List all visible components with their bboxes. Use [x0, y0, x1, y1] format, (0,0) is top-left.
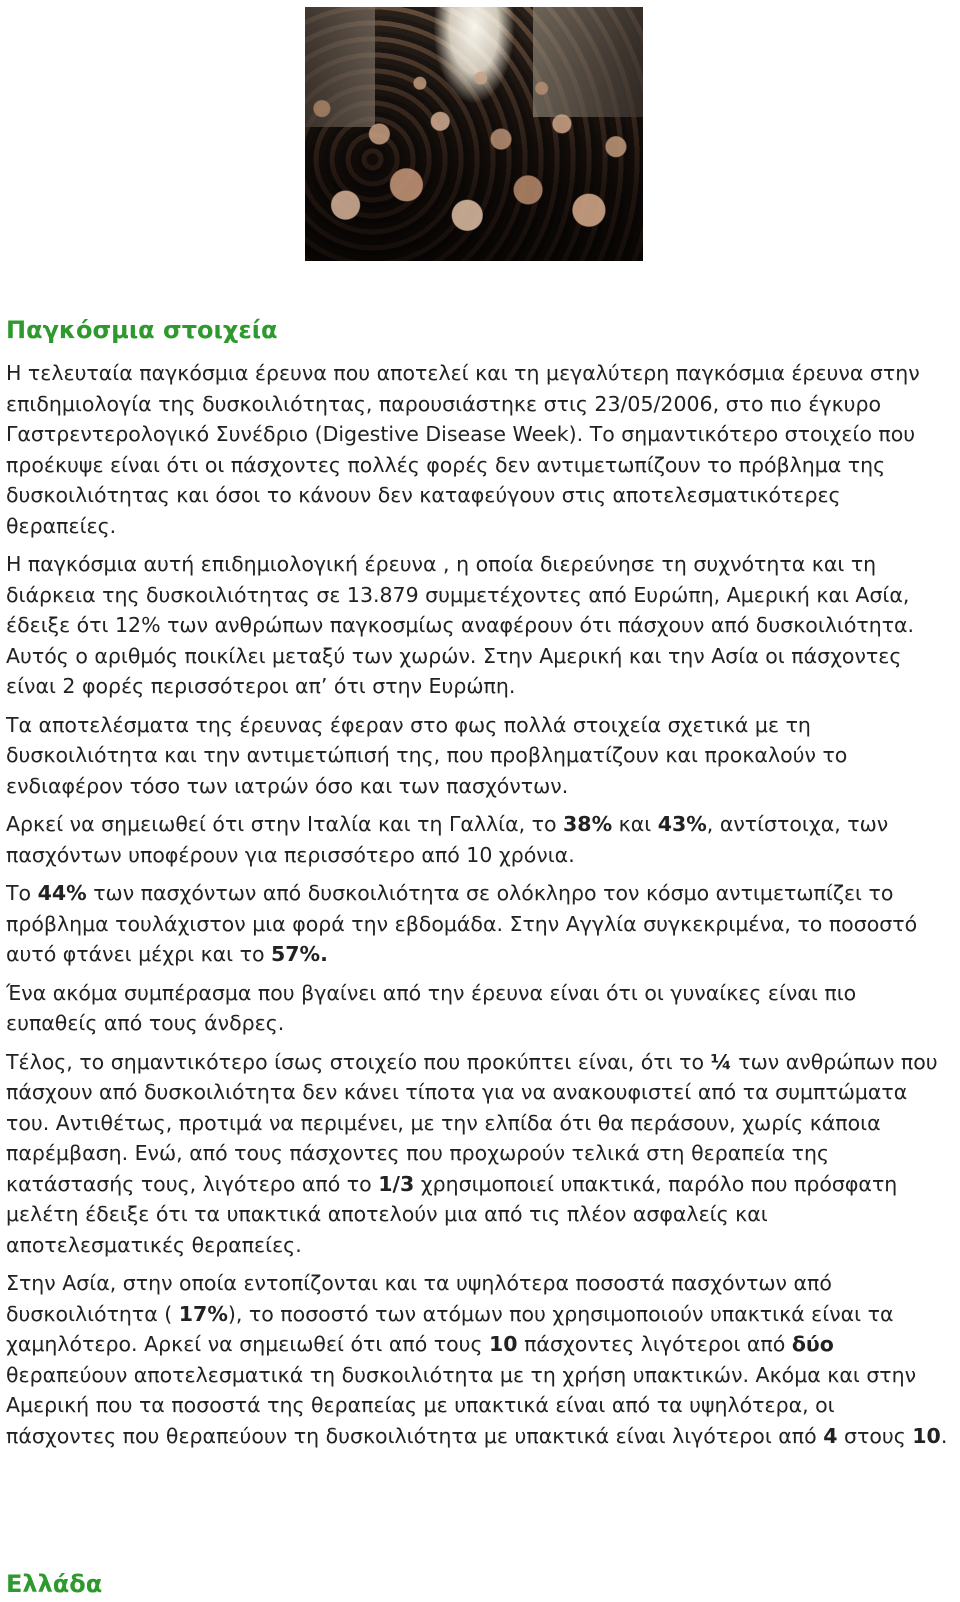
bold-value: 1/3: [378, 1171, 415, 1196]
bold-value: 10: [912, 1423, 941, 1448]
text: και: [612, 812, 658, 836]
paragraph-1: Η τελευταία παγκόσμια έρευνα που αποτελεί και τη μεγαλύτερη παγκόσμια έρευνα στην επιδημιολογία της δυσκοιλιότητας, παρουσιάστηκε στις 23/05/2006, στο πιο έγκυρο Γαστρεντερολογικό Συνέδριο (Digestive Disease Week). Το σημαντικότερο στοιχείο που προέκυψε είναι ότι οι πάσχοντες πολλές φορές δεν αντιμετωπίζουν το πρόβλημα της δυσκοιλιότητας και όσοι το κάνουν δεν καταφεύγουν στις αποτελεσματικότερες θεραπείες.: [6, 361, 920, 538]
paragraph-4: [6, 809, 950, 870]
bold-value: 4: [823, 1423, 838, 1448]
text: Αρκεί να σημειωθεί ότι στην Ιταλία και τη Γαλλία, το: [6, 812, 564, 836]
text: των ανθρώπων που πάσχουν από δυσκοιλιότητα δεν κάνει τίποτα για να ανακουφιστεί από τα συμπτώματα του. Αντιθέτως, προτιμά να περιμένει, με την ελπίδα ότι θα περάσουν, χωρίς κάποια παρέμβαση. Ενώ, από τους πάσχοντες που προχωρούν τελικά στη θεραπεία της κατάστασής τους, λιγότερο από το: [6, 1049, 938, 1196]
article-body: [6, 358, 950, 1459]
paragraph-8: [6, 1268, 950, 1451]
section-title-global: Παγκόσμια στοιχεία: [6, 316, 278, 344]
paragraph-6: Ένα ακόμα συμπέρασμα που βγαίνει από την έρευνα είναι ότι οι γυναίκες είναι πιο ευπαθείς από τους άνδρες.: [6, 980, 857, 1035]
bold-value: 17%: [178, 1301, 228, 1326]
text: ), το ποσοστό των ατόμων που χρησιμοποιούν υπακτικά είναι τα χαμηλότερο. Αρκεί να σημειωθεί ότι από τους: [6, 1301, 894, 1356]
paragraph-5: [6, 878, 950, 970]
text: πάσχοντες λιγότεροι από: [517, 1332, 792, 1356]
bold-value: ¼: [710, 1049, 732, 1074]
crowd-heads: [305, 7, 643, 261]
section-title-greece: Ελλάδα: [6, 1570, 103, 1598]
crowd-photo: [305, 7, 643, 261]
bold-value: 44%: [37, 881, 87, 905]
text: .: [940, 1423, 948, 1448]
paragraph-7: [6, 1047, 950, 1261]
bold-value: 57%.: [271, 942, 328, 966]
bold-value: δύο: [791, 1332, 834, 1356]
bold-value: 10: [489, 1332, 518, 1356]
text: θεραπεύουν αποτελεσματικά τη δυσκοιλιότητα με τη χρήση υπακτικών. Ακόμα και στην Αμερική που τα ποσοστά της θεραπείας με υπακτικά είναι από τα υψηλότερα, οι πάσχοντες που θεραπεύουν τη δυσκοιλιότητα με υπακτικά είναι λιγότεροι από: [6, 1362, 917, 1448]
text: Τέλος, το σημαντικότερο ίσως στοιχείο που προκύπτει είναι, ότι το: [6, 1049, 711, 1074]
text: στους: [837, 1423, 913, 1448]
text: Στην Ασία, στην οποία εντοπίζονται και τα υψηλότερα ποσοστά πασχόντων από δυσκοιλιότητα (: [6, 1271, 832, 1326]
text: χρησιμοποιεί υπακτικά, παρόλο που πρόσφατη μελέτη έδειξε ότι τα υπακτικά αποτελούν μια από τις πλέον ασφαλείς και αποτελεσματικές θεραπείες.: [6, 1171, 898, 1257]
paragraph-2: Η παγκόσμια αυτή επιδημιολογική έρευνα , η οποία διερεύνησε τη συχνότητα και τη διάρκεια της δυσκοιλιότητας σε 13.879 συμμετέχοντες από Ευρώπη, Αμερική και Ασία, έδειξε ότι 12% των ανθρώπων παγκοσμίως αναφέρουν ότι πάσχουν από δυσκοιλιότητα. Αυτός ο αριθμός ποικίλει μεταξύ των χωρών. Στην Αμερική και την Ασία οι πάσχοντες είναι 2 φορές περισσότεροι απ’ ότι στην Ευρώπη.: [6, 552, 915, 698]
text: , αντίστοιχα, των πασχόντων υποφέρουν για περισσότερο από 10 χρόνια.: [6, 812, 889, 867]
bold-value: 38%: [563, 812, 613, 836]
text: των πασχόντων από δυσκοιλιότητα σε ολόκληρο τον κόσμο αντιμετωπίζει το πρόβλημα τουλάχιστον μια φορά την εβδομάδα. Στην Αγγλία συγκεκριμένα, το ποσοστό αυτό φτάνει μέχρι και το: [6, 881, 918, 966]
text: Το: [6, 881, 38, 905]
bold-value: 43%: [657, 812, 707, 836]
paragraph-3: Τα αποτελέσματα της έρευνας έφεραν στο φως πολλά στοιχεία σχετικά με τη δυσκοιλιότητα και την αντιμετώπισή της, που προβληματίζουν και προκαλούν το ενδιαφέρον τόσο των ιατρών όσο και των πασχόντων.: [6, 712, 848, 798]
